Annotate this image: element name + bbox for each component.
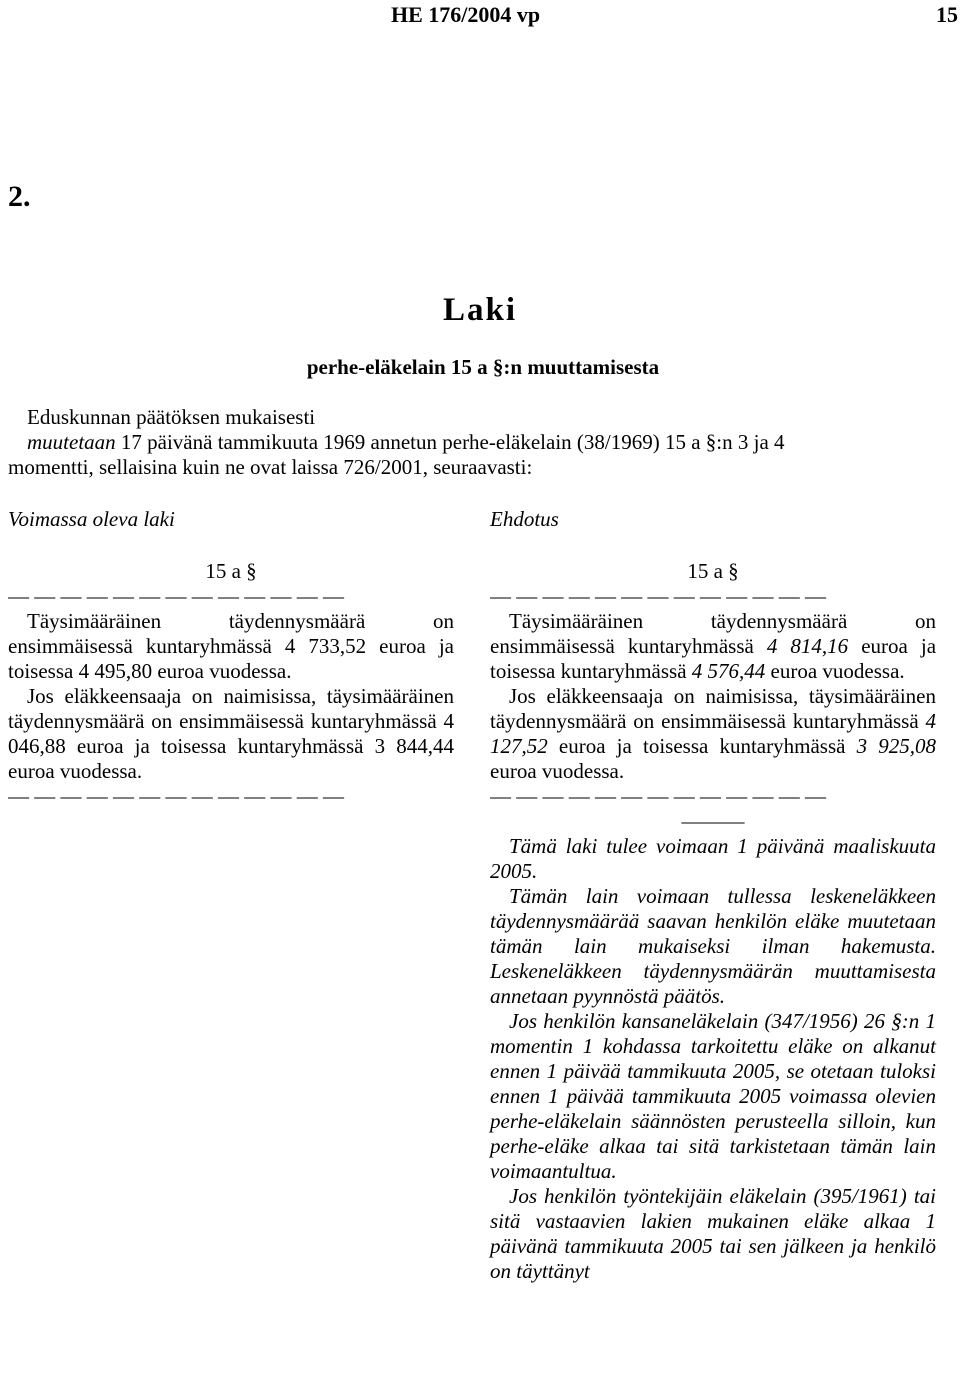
text-run: euroa ja toisessa kuntaryhmässä (547, 734, 857, 758)
omission-dashes: — — — — — — — — — — — — — (490, 584, 826, 608)
column-heading-proposal: Ehdotus (490, 507, 559, 531)
transitional-provision: Jos henkilön kansaneläkelain (347/1956) 26 §:n 1 momentin 1 kohdassa tarkoitettu eläke on alkanut ennen 1 päivää tammikuuta 2005, se otetaan tuloksi ennen 1 päivää tammikuuta 2005 voimassa olevien perhe-eläkelain säännösten perusteella silloin, kun perhe-eläke alkaa tai sitä tarkistetaan tämän lain voimaantultua. (490, 1009, 936, 1183)
proposal-column (490, 507, 936, 1284)
preamble-verb: muutetaan (27, 430, 116, 454)
paragraph: Täysimääräinen täydennysmäärä on ensimmäisessä kuntaryhmässä 4 733,52 euroa ja toisessa 4 495,80 euroa vuodessa. (8, 609, 454, 683)
section-heading: 15 a § (687, 559, 739, 583)
text-run: euroa vuodessa. (765, 659, 905, 683)
section-heading: 15 a § (205, 559, 257, 583)
omission-dashes: — — — — — — — — — — — — — (8, 784, 344, 808)
text-run: Täysimääräinen täydennysmäärä on ensimmäisessä kuntaryhmässä (490, 609, 936, 658)
transitional-provision: Tämän lain voimaan tullessa leskeneläkkeen täydennysmäärää saavan henkilön eläke muutetaan tämän lain mukaiseksi ilman hakemusta. Leskeneläkkeen täydennysmäärän muuttamisesta annetaan pyynnöstä päätös. (490, 884, 936, 1008)
paragraph (490, 684, 936, 784)
document-id: HE 176/2004 vp (391, 2, 541, 27)
preamble-line-2-rest: 17 päivänä tammikuuta 1969 annetun perhe-eläkelain (38/1969) 15 a §:n 3 ja 4 (115, 430, 785, 454)
paragraph (490, 609, 936, 684)
current-law-column (8, 507, 454, 809)
paragraph: Jos eläkkeensaaja on naimisissa, täysimääräinen täydennysmäärä on ensimmäisessä kuntaryhmässä 4 046,88 euroa ja toisessa kuntaryhmässä 3 844,44 euroa vuodessa. (8, 684, 454, 783)
text-run: Jos eläkkeensaaja on naimisissa, täysimääräinen täydennysmäärä on ensimmäisessä kuntaryhmässä (490, 684, 936, 733)
preamble-line-2 (27, 430, 957, 455)
transitional-provision: Jos henkilön työntekijäin eläkelain (395/1961) tai sitä vastaavien lakien mukainen eläke alkaa 1 päivänä tammikuuta 2005 tai sen jälkeen ja henkilö on täyttänyt (490, 1184, 936, 1283)
text-run: euroa vuodessa. (490, 759, 625, 783)
changed-amount: 3 925,08 (856, 734, 936, 758)
changed-amount: 4 127,52 (490, 709, 936, 758)
preamble-line-3: momentti, sellaisina kuin ne ovat laissa 726/2001, seuraavasti: (8, 455, 533, 479)
omission-dashes: — — — — — — — — — — — — — (8, 584, 344, 608)
changed-amount: 4 576,44 (691, 659, 766, 683)
law-subtitle: perhe-eläkelain 15 a §:n muuttamisesta (306, 355, 660, 379)
text-run: euroa ja toisessa kuntaryhmässä (490, 634, 937, 683)
transitional-provision: Tämä laki tulee voimaan 1 päivänä maaliskuuta 2005. (490, 834, 936, 883)
changed-amount: 4 814,16 (766, 634, 849, 658)
column-heading-current: Voimassa oleva laki (8, 507, 175, 531)
preamble (8, 405, 957, 480)
omission-dashes: — — — — — — — — — — — — — (490, 784, 826, 808)
page-number: 15 (936, 2, 958, 27)
section-number: 2. (8, 180, 31, 213)
separator-line: ——— (681, 809, 745, 833)
preamble-line-1: Eduskunnan päätöksen mukaisesti (27, 405, 316, 429)
law-title: Laki (442, 292, 518, 328)
